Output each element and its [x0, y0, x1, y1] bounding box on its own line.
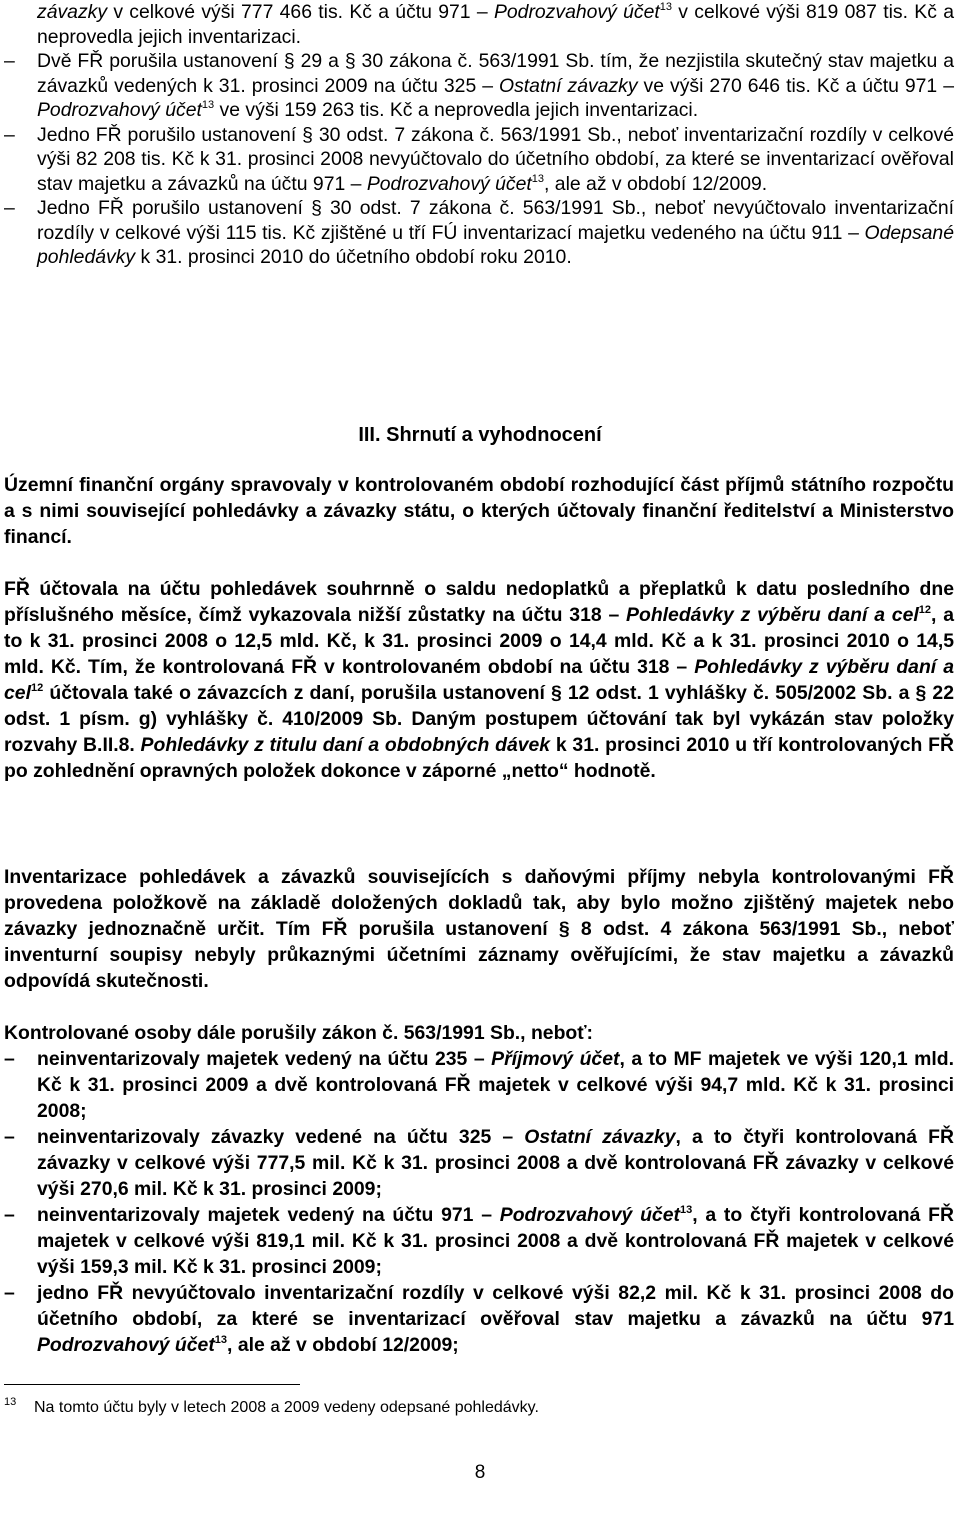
- summary-paragraph: Kontrolované osoby dále porušily zákon č. 563/1991 Sb., neboť:: [4, 1022, 594, 1044]
- footnote-ref: 12: [30, 682, 44, 694]
- dash-bullet: –: [4, 1048, 15, 1070]
- list-item: [4, 1046, 954, 1124]
- footnote-ref: 13: [531, 172, 545, 185]
- list-item: [4, 49, 954, 123]
- list-item-text: neinventarizovaly závazky vedené na účtu 325 – Ostatní závazky, a to čtyři kontrolovaná FŘ závazky v celkové výši 777,5 mil. Kč k 31. prosinci 2008 a dvě kontrolovaná FŘ závazky v celkové výši 270,6 mil. Kč k 31. prosinci 2009;: [37, 1126, 955, 1200]
- list-item-text: jedno FŘ nevyúčtovalo inventarizační rozdíly v celkové výši 82,2 mil. Kč k 31. prosinci 2008 do účetního období, za které se inventarizací ověřoval stav majetku a závazků na účtu 971 Podrozvahový účet$^{13}$, ale až v období 12/2009;: [37, 1282, 954, 1356]
- footnote-ref: 13: [201, 99, 215, 111]
- list-item-text: Dvě FŘ porušila ustanovení § 29 a § 30 zákona č. 563/1991 Sb. tím, že nezjistila skutečný stav majetku a závazků vedených k 31. prosinci 2009 na účtu 325 – Ostatní závazky ve výši 270 646 tis. Kč a účtu 971 – Podrozvahový účet$^{13}$ ve výši 159 263 tis. Kč a neprovedla jejich inventarizaci.: [37, 50, 954, 121]
- list-item: [4, 1124, 954, 1202]
- dash-bullet: –: [4, 123, 15, 146]
- dash-bullet: –: [4, 1126, 15, 1148]
- list-item: [4, 1202, 954, 1280]
- list-item-text: Jedno FŘ porušilo ustanovení § 30 odst. 7 zákona č. 563/1991 Sb., neboť nevyúčtovalo inventarizační rozdíly v celkové výši 115 tis. Kč zjištěné u tří FÚ inventarizací majetku vedeného na účtu 911 – Odepsané pohledávky k 31. prosinci 2010 do účetního období roku 2010.: [37, 197, 954, 268]
- findings-list: [4, 0, 954, 270]
- footnote-number: 13: [4, 1396, 17, 1408]
- dash-bullet: –: [4, 197, 15, 219]
- footnote-divider: [4, 1384, 300, 1385]
- list-item-text: neinventarizovaly majetek vedený na účtu 235 – Příjmový účet, a to MF majetek ve výši 120,1 mld. Kč k 31. prosinci 2009 a dvě kontrolovaná FŘ majetek v celkové výši 94,7 mld. Kč k 31. prosinci 2008;: [37, 1048, 955, 1122]
- dash-bullet: –: [4, 1204, 15, 1226]
- footnote-text: Na tomto účtu byly v letech 2008 a 2009 vedeny odepsané pohledávky.: [34, 1399, 539, 1416]
- summary-paragraph: FŘ účtovala na účtu pohledávek souhrnně o saldu nedoplatků a přeplatků k datu posledního dne příslušného měsíce, čímž vykazovala nižší zůstatky na účtu 318 – Pohledávky z výběru daní a cel$^{12}$, a to k 31. prosinci 2008 o 12,5 mld. Kč, k 31. prosinci 2009 o 14,4 mld. Kč a k 31. prosinci 2010 o 14,5 mld. Kč. Tím, že kontrolovaná FŘ v kontrolovaném období na účtu 318 – Pohledávky z výběru daní a cel$^{12}$ účtovala také o závazcích z daní, porušila ustanovení § 12 odst. 1 vyhlášky č. 505/2002 Sb. a § 22 odst. 1 písm. g) vyhlášky č. 410/2009 Sb. Daným postupem účtování tak byl vykázán stav položky rozvahy B.II.8. Pohledávky z titulu daní a obdobných dávek k 31. prosinci 2010 u tří kontrolovaných FŘ po zohlednění opravných položek dokonce v záporné „netto“ hodnotě.: [4, 578, 954, 782]
- footnote-ref: 12: [918, 604, 931, 616]
- section-heading: III. Shrnutí a vyhodnocení: [358, 424, 602, 446]
- list-item: [4, 1280, 954, 1358]
- list-item: [4, 196, 954, 270]
- summary-paragraph: Územní finanční orgány spravovaly v kontrolovaném období rozhodující část příjmů státního rozpočtu a s nimi související pohledávky a závazky státu, o kterých účtovaly finanční ředitelství a Ministerstvo financí.: [4, 474, 954, 548]
- footnote-ref: 13: [659, 1, 672, 13]
- summary-paragraph: Inventarizace pohledávek a závazků souvisejících s daňovými příjmy nebyla kontrolovanými FŘ provedena položkově na základě doložených dokladů tak, aby bylo možno zjištěný majetek nebo závazky jednoznačně určit. Tím FŘ porušila ustanovení § 8 odst. 4 zákona 563/1991 Sb., neboť inventurní soupisy nebyly průkaznými účetními záznamy ověřujícími, že stav majetku a závazků odpovídá skutečnosti.: [4, 866, 954, 992]
- page-number: 8: [474, 1462, 486, 1483]
- violations-list: [4, 1046, 954, 1358]
- footnote-ref: 13: [679, 1204, 693, 1216]
- list-item: [4, 123, 954, 197]
- list-item-text: Jedno FŘ porušilo ustanovení § 30 odst. 7 zákona č. 563/1991 Sb., neboť inventarizační rozdíly v celkové výši 82 208 tis. Kč k 31. prosinci 2008 nevyúčtovalo do účetního období, za které se inventarizací ověřoval stav majetku a závazků na účtu 971 – Podrozvahový účet$^{13}$, ale až v období 12/2009.: [37, 123, 954, 195]
- dash-bullet: –: [4, 50, 15, 72]
- list-item-text: závazky v celkové výši 777 466 tis. Kč a účtu 971 – Podrozvahový účet$^{13}$ v celkové výši 819 087 tis. Kč a neprovedla jejich inventarizaci.: [37, 1, 954, 48]
- dash-bullet: –: [4, 1282, 15, 1304]
- footnote-ref: 13: [214, 1334, 228, 1346]
- list-item: [4, 0, 954, 49]
- list-item-text: neinventarizovaly majetek vedený na účtu 971 – Podrozvahový účet$^{13}$, a to čtyři kontrolovaná FŘ majetek v celkové výši 819,1 mil. Kč k 31. prosinci 2008 a dvě kontrolovaná FŘ majetek v celkové výši 159,3 mil. Kč k 31. prosinci 2009;: [37, 1204, 955, 1278]
